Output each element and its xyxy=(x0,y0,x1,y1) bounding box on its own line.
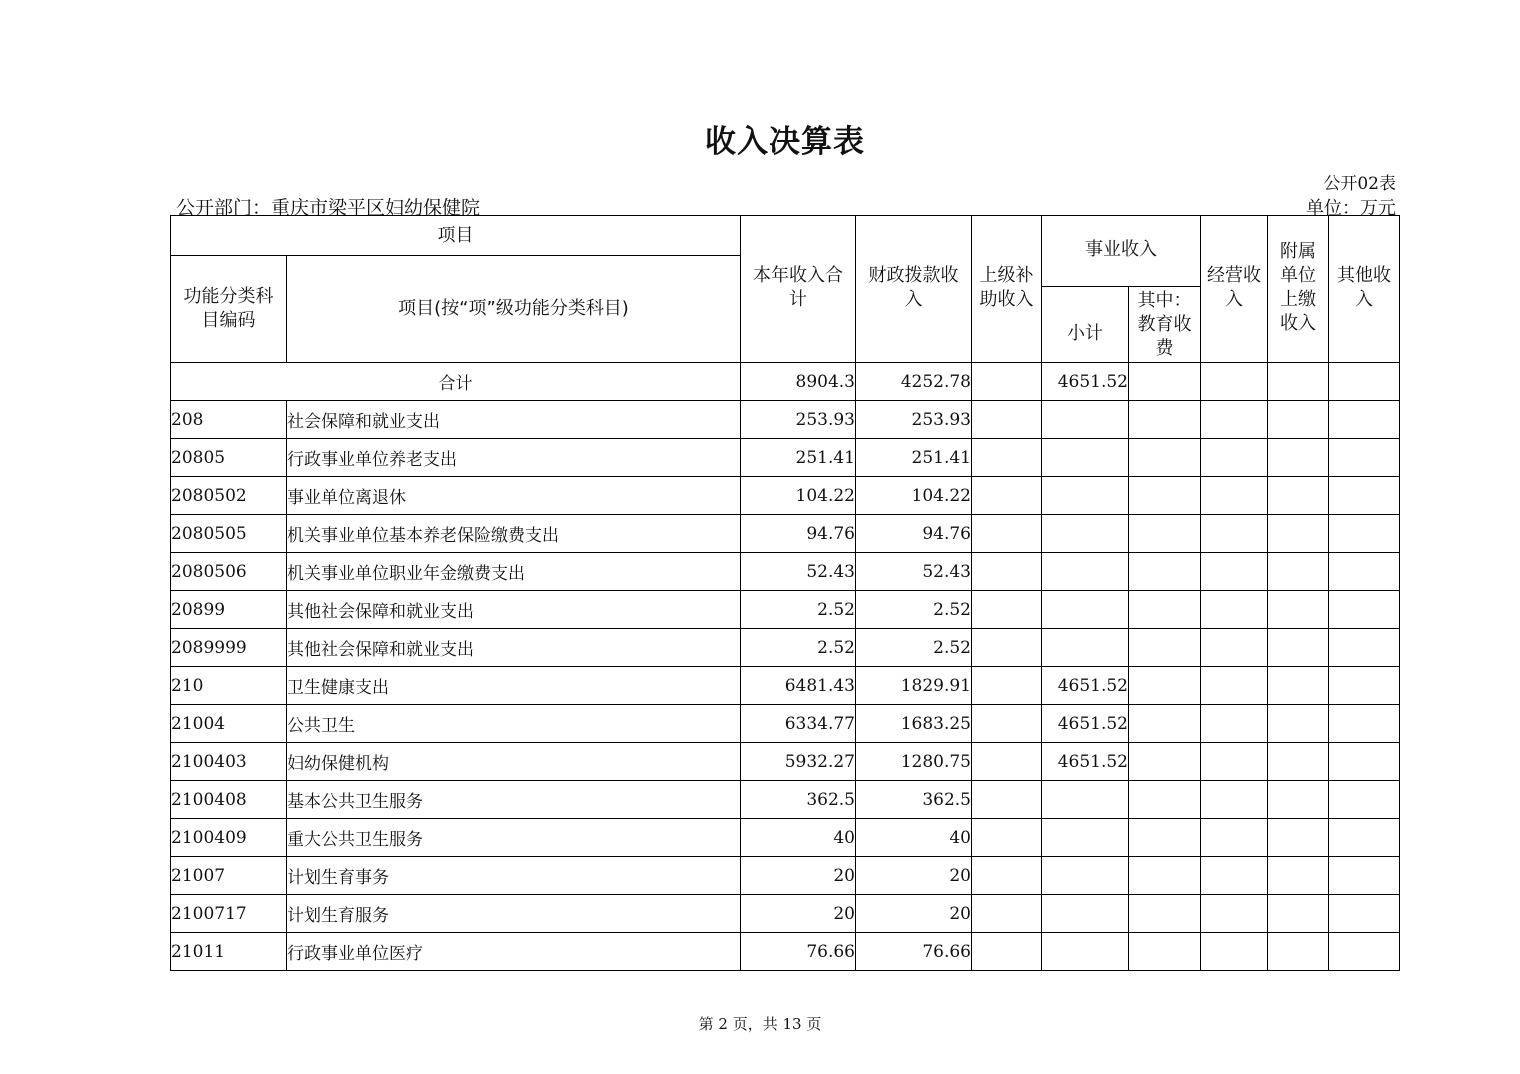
row-code: 2100409 xyxy=(171,819,287,857)
header-operating: 经营收入 xyxy=(1201,216,1268,363)
row-code: 20805 xyxy=(171,439,287,477)
table-row xyxy=(171,477,1400,515)
row-name: 妇幼保健机构 xyxy=(287,743,741,781)
row-edu xyxy=(1129,401,1201,439)
row-fiscal: 1829.91 xyxy=(856,667,972,705)
row-superior xyxy=(972,591,1042,629)
row-name: 基本公共卫生服务 xyxy=(287,781,741,819)
row-superior xyxy=(972,439,1042,477)
unit-label: 单位：万元 xyxy=(1306,198,1396,219)
row-superior xyxy=(972,857,1042,895)
row-other xyxy=(1329,591,1400,629)
row-fiscal: 1683.25 xyxy=(856,705,972,743)
row-other xyxy=(1329,895,1400,933)
table-row xyxy=(171,439,1400,477)
row-subtotal: 4651.52 xyxy=(1042,705,1129,743)
table-row xyxy=(171,515,1400,553)
table-summary xyxy=(171,363,1400,401)
row-operating xyxy=(1201,781,1268,819)
table-body xyxy=(171,401,1400,971)
row-edu xyxy=(1129,629,1201,667)
row-fiscal: 1280.75 xyxy=(856,743,972,781)
header-superior: 上级补助收入 xyxy=(972,216,1042,363)
table-row xyxy=(171,553,1400,591)
row-total: 94.76 xyxy=(741,515,856,553)
row-fiscal: 362.5 xyxy=(856,781,972,819)
row-other xyxy=(1329,629,1400,667)
row-affiliated xyxy=(1268,857,1329,895)
row-superior xyxy=(972,515,1042,553)
row-total: 104.22 xyxy=(741,477,856,515)
row-name: 行政事业单位养老支出 xyxy=(287,439,741,477)
row-edu xyxy=(1129,667,1201,705)
table-header xyxy=(171,216,1400,363)
row-operating xyxy=(1201,515,1268,553)
row-other xyxy=(1329,857,1400,895)
row-total: 251.41 xyxy=(741,439,856,477)
row-edu xyxy=(1129,857,1201,895)
row-name: 重大公共卫生服务 xyxy=(287,819,741,857)
row-superior xyxy=(972,819,1042,857)
row-superior xyxy=(972,553,1042,591)
row-name: 计划生育服务 xyxy=(287,895,741,933)
row-edu xyxy=(1129,591,1201,629)
row-superior xyxy=(972,667,1042,705)
row-subtotal xyxy=(1042,515,1129,553)
row-code: 208 xyxy=(171,401,287,439)
row-fiscal: 52.43 xyxy=(856,553,972,591)
row-fiscal: 2.52 xyxy=(856,591,972,629)
summary-row xyxy=(171,363,1400,401)
row-subtotal xyxy=(1042,895,1129,933)
row-code: 20899 xyxy=(171,591,287,629)
summary-label: 合计 xyxy=(171,363,741,401)
page-footer: 第 2 页，共 13 页 xyxy=(698,1015,822,1033)
table-row xyxy=(171,857,1400,895)
row-affiliated xyxy=(1268,895,1329,933)
summary-fiscal: 4252.78 xyxy=(856,363,972,401)
table-row xyxy=(171,781,1400,819)
table-row xyxy=(171,629,1400,667)
row-affiliated xyxy=(1268,781,1329,819)
row-total: 20 xyxy=(741,857,856,895)
header-fiscal: 财政拨款收入 xyxy=(856,216,972,363)
row-code: 2089999 xyxy=(171,629,287,667)
row-affiliated xyxy=(1268,515,1329,553)
row-edu xyxy=(1129,553,1201,591)
row-operating xyxy=(1201,439,1268,477)
row-operating xyxy=(1201,705,1268,743)
row-edu xyxy=(1129,515,1201,553)
row-affiliated xyxy=(1268,667,1329,705)
row-fiscal: 251.41 xyxy=(856,439,972,477)
row-fiscal: 20 xyxy=(856,895,972,933)
row-total: 76.66 xyxy=(741,933,856,971)
row-code: 2080502 xyxy=(171,477,287,515)
row-affiliated xyxy=(1268,819,1329,857)
row-subtotal xyxy=(1042,629,1129,667)
row-name: 机关事业单位基本养老保险缴费支出 xyxy=(287,515,741,553)
row-affiliated xyxy=(1268,591,1329,629)
row-other xyxy=(1329,477,1400,515)
header-code: 功能分类科目编码 xyxy=(171,256,287,363)
row-other xyxy=(1329,819,1400,857)
table-row xyxy=(171,743,1400,781)
row-total: 20 xyxy=(741,895,856,933)
table-row xyxy=(171,401,1400,439)
row-affiliated xyxy=(1268,401,1329,439)
row-other xyxy=(1329,781,1400,819)
row-code: 21011 xyxy=(171,933,287,971)
department-label: 公开部门：重庆市梁平区妇幼保健院 xyxy=(176,197,481,219)
row-fiscal: 104.22 xyxy=(856,477,972,515)
row-superior xyxy=(972,477,1042,515)
row-subtotal: 4651.52 xyxy=(1042,743,1129,781)
row-operating xyxy=(1201,401,1268,439)
row-operating xyxy=(1201,629,1268,667)
row-edu xyxy=(1129,781,1201,819)
row-affiliated xyxy=(1268,477,1329,515)
row-other xyxy=(1329,439,1400,477)
row-other xyxy=(1329,705,1400,743)
row-code: 2100408 xyxy=(171,781,287,819)
row-fiscal: 2.52 xyxy=(856,629,972,667)
row-name: 事业单位离退休 xyxy=(287,477,741,515)
row-total: 52.43 xyxy=(741,553,856,591)
row-subtotal xyxy=(1042,819,1129,857)
row-operating xyxy=(1201,857,1268,895)
header-other: 其他收入 xyxy=(1329,216,1400,363)
row-subtotal xyxy=(1042,857,1129,895)
row-name: 机关事业单位职业年金缴费支出 xyxy=(287,553,741,591)
row-other xyxy=(1329,667,1400,705)
row-operating xyxy=(1201,477,1268,515)
row-fiscal: 94.76 xyxy=(856,515,972,553)
row-name: 公共卫生 xyxy=(287,705,741,743)
header-edu: 其中：教育收费 xyxy=(1129,287,1201,363)
table-row xyxy=(171,591,1400,629)
row-affiliated xyxy=(1268,553,1329,591)
row-edu xyxy=(1129,895,1201,933)
row-other xyxy=(1329,401,1400,439)
row-code: 2100403 xyxy=(171,743,287,781)
row-name: 计划生育事务 xyxy=(287,857,741,895)
table-row xyxy=(171,895,1400,933)
row-fiscal: 20 xyxy=(856,857,972,895)
row-superior xyxy=(972,705,1042,743)
row-subtotal xyxy=(1042,553,1129,591)
row-affiliated xyxy=(1268,705,1329,743)
row-subtotal xyxy=(1042,401,1129,439)
row-subtotal xyxy=(1042,477,1129,515)
row-fiscal: 76.66 xyxy=(856,933,972,971)
summary-superior xyxy=(972,363,1042,401)
row-affiliated xyxy=(1268,933,1329,971)
row-superior xyxy=(972,401,1042,439)
row-edu xyxy=(1129,439,1201,477)
row-superior xyxy=(972,629,1042,667)
row-subtotal: 4651.52 xyxy=(1042,667,1129,705)
row-edu xyxy=(1129,743,1201,781)
row-operating xyxy=(1201,667,1268,705)
row-total: 362.5 xyxy=(741,781,856,819)
row-name: 社会保障和就业支出 xyxy=(287,401,741,439)
row-name: 行政事业单位医疗 xyxy=(287,933,741,971)
row-edu xyxy=(1129,705,1201,743)
row-fiscal: 253.93 xyxy=(856,401,972,439)
row-other xyxy=(1329,743,1400,781)
row-subtotal xyxy=(1042,933,1129,971)
page-title: 收入决算表 xyxy=(705,124,865,160)
row-code: 2100717 xyxy=(171,895,287,933)
row-superior xyxy=(972,781,1042,819)
row-superior xyxy=(972,895,1042,933)
row-operating xyxy=(1201,933,1268,971)
table-row xyxy=(171,819,1400,857)
header-item: 项目(按“项”级功能分类科目) xyxy=(287,256,741,363)
row-other xyxy=(1329,933,1400,971)
row-code: 2080505 xyxy=(171,515,287,553)
income-table xyxy=(170,215,1400,971)
row-other xyxy=(1329,515,1400,553)
summary-subtotal: 4651.52 xyxy=(1042,363,1129,401)
row-edu xyxy=(1129,477,1201,515)
row-subtotal xyxy=(1042,591,1129,629)
summary-affiliated xyxy=(1268,363,1329,401)
row-operating xyxy=(1201,819,1268,857)
row-operating xyxy=(1201,895,1268,933)
row-subtotal xyxy=(1042,439,1129,477)
summary-total: 8904.3 xyxy=(741,363,856,401)
row-total: 2.52 xyxy=(741,591,856,629)
row-operating xyxy=(1201,553,1268,591)
header-subtotal: 小计 xyxy=(1042,287,1129,363)
row-name: 其他社会保障和就业支出 xyxy=(287,591,741,629)
row-total: 253.93 xyxy=(741,401,856,439)
row-code: 21007 xyxy=(171,857,287,895)
header-business: 事业收入 xyxy=(1042,216,1201,287)
table-row xyxy=(171,933,1400,971)
row-subtotal xyxy=(1042,781,1129,819)
row-edu xyxy=(1129,933,1201,971)
table-row xyxy=(171,705,1400,743)
summary-edu xyxy=(1129,363,1201,401)
header-project: 项目 xyxy=(171,216,741,256)
row-affiliated xyxy=(1268,629,1329,667)
row-code: 210 xyxy=(171,667,287,705)
row-total: 6334.77 xyxy=(741,705,856,743)
row-operating xyxy=(1201,591,1268,629)
row-total: 2.52 xyxy=(741,629,856,667)
header-total: 本年收入合计 xyxy=(741,216,856,363)
summary-other xyxy=(1329,363,1400,401)
row-name: 卫生健康支出 xyxy=(287,667,741,705)
row-name: 其他社会保障和就业支出 xyxy=(287,629,741,667)
row-code: 2080506 xyxy=(171,553,287,591)
row-total: 40 xyxy=(741,819,856,857)
row-superior xyxy=(972,743,1042,781)
summary-operating xyxy=(1201,363,1268,401)
row-edu xyxy=(1129,819,1201,857)
row-superior xyxy=(972,933,1042,971)
row-affiliated xyxy=(1268,439,1329,477)
row-operating xyxy=(1201,743,1268,781)
form-number: 公开02表 xyxy=(1323,174,1396,194)
header-affiliated: 附属单位上缴收入 xyxy=(1268,216,1329,363)
row-affiliated xyxy=(1268,743,1329,781)
row-total: 6481.43 xyxy=(741,667,856,705)
table-row xyxy=(171,667,1400,705)
row-fiscal: 40 xyxy=(856,819,972,857)
row-code: 21004 xyxy=(171,705,287,743)
row-total: 5932.27 xyxy=(741,743,856,781)
row-other xyxy=(1329,553,1400,591)
